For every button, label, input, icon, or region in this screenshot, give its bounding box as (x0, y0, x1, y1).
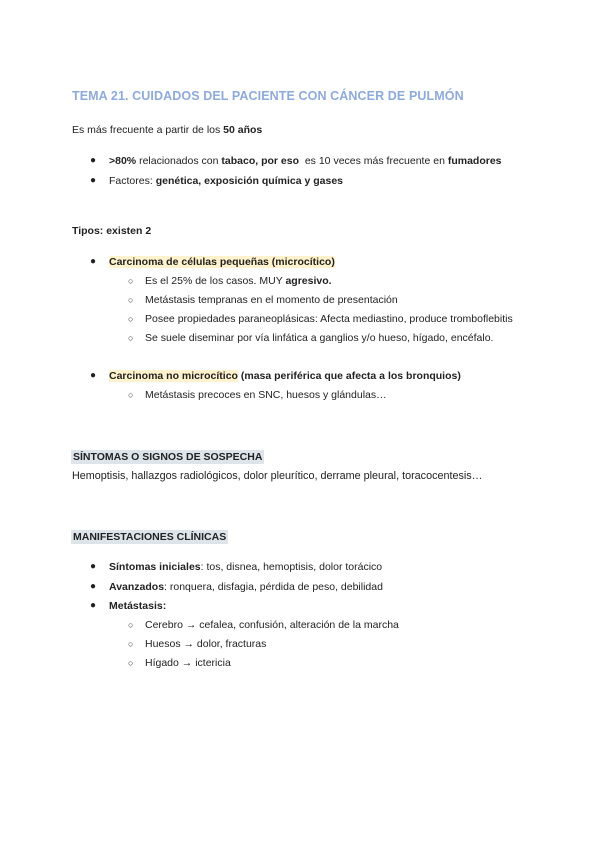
intro-bold: 50 años (223, 124, 263, 136)
bold-text: genética, exposición química y gases (155, 175, 344, 187)
bold-text: >80% (109, 155, 137, 167)
manifestacion-1 (109, 560, 382, 574)
circle-bullet: ○ (128, 620, 134, 630)
manifestaciones-heading (71, 530, 228, 544)
bold-text: Metástasis: (109, 600, 167, 612)
intro-line (72, 123, 262, 137)
bullet-dot: ● (90, 175, 97, 186)
circle-bullet: ○ (128, 295, 134, 305)
page-title: TEMA 21. CUIDADOS DEL PACIENTE CON CÁNCER DE PULMÓN (72, 89, 464, 103)
circle-bullet: ○ (128, 314, 134, 324)
sintomas-heading (71, 450, 264, 464)
bullet-dot: ● (90, 256, 97, 267)
bullet-dot: ● (90, 581, 97, 592)
tipo1-sub-4: Se suele diseminar por vía linfática a ganglios y/o hueso, hígado, encéfalo. (145, 332, 494, 344)
circle-bullet: ○ (128, 390, 134, 400)
metastasis-sub-2: Huesos → dolor, fracturas (145, 638, 267, 650)
tipo1-heading (109, 255, 335, 269)
text: : ronquera, disfagia, pérdida de peso, debilidad (164, 581, 383, 593)
metastasis-sub-3: Hígado → ictericia (145, 657, 231, 669)
text: es 10 veces más frecuente en (299, 155, 448, 167)
bold-text: tabaco, por eso (221, 155, 299, 167)
circle-bullet: ○ (128, 333, 134, 343)
bold-text: Síntomas iniciales (109, 561, 201, 573)
tipo1-sub-1 (145, 274, 332, 288)
bold-text: fumadores (447, 155, 502, 167)
bullet-dot: ● (90, 155, 97, 166)
tipo2-heading (109, 369, 461, 383)
bold-text: Avanzados (109, 581, 165, 593)
highlighted-heading: MANIFESTACIONES CLÍNICAS (73, 531, 227, 543)
tipo1-sub-3: Posee propiedades paraneoplásicas: Afecta mediastino, produce tromboflebitis (145, 313, 513, 325)
highlighted-text: Carcinoma de células pequeñas (microcítico) (109, 256, 335, 268)
highlighted-heading: SÍNTOMAS O SIGNOS DE SOSPECHA (73, 451, 263, 463)
text: relacionados con (136, 155, 222, 167)
tipo2-sub-1: Metástasis precoces en SNC, huesos y glándulas… (145, 389, 387, 401)
bullet-dot: ● (90, 561, 97, 572)
manifestacion-2 (109, 580, 383, 594)
text: Es el 25% de los casos. MUY (145, 275, 286, 287)
bold-text: agresivo. (285, 275, 332, 287)
bullet-dot: ● (90, 370, 97, 381)
bullet-dot: ● (90, 600, 97, 611)
bold-text: (masa periférica que afecta a los bronquios) (237, 370, 461, 382)
intro-bullet-1 (109, 154, 502, 168)
highlighted-text: Carcinoma no microcítico (109, 370, 238, 382)
tipos-heading (72, 224, 151, 238)
circle-bullet: ○ (128, 276, 134, 286)
text: : tos, disnea, hemoptisis, dolor torácico (200, 561, 383, 573)
intro-bullet-2 (109, 174, 343, 188)
circle-bullet: ○ (128, 658, 134, 668)
sintomas-text: Hemoptisis, hallazgos radiológicos, dolor pleurítico, derrame pleural, toracocentesis… (72, 470, 483, 482)
circle-bullet: ○ (128, 639, 134, 649)
metastasis-sub-1: Cerebro → cefalea, confusión, alteración de la marcha (145, 619, 399, 631)
tipo1-sub-2: Metástasis tempranas en el momento de presentación (145, 294, 398, 306)
text: Factores: (109, 175, 156, 187)
intro-text: Es más frecuente a partir de los (72, 124, 224, 136)
manifestacion-3 (109, 599, 166, 613)
bold-text: Tipos: existen 2 (72, 225, 152, 237)
